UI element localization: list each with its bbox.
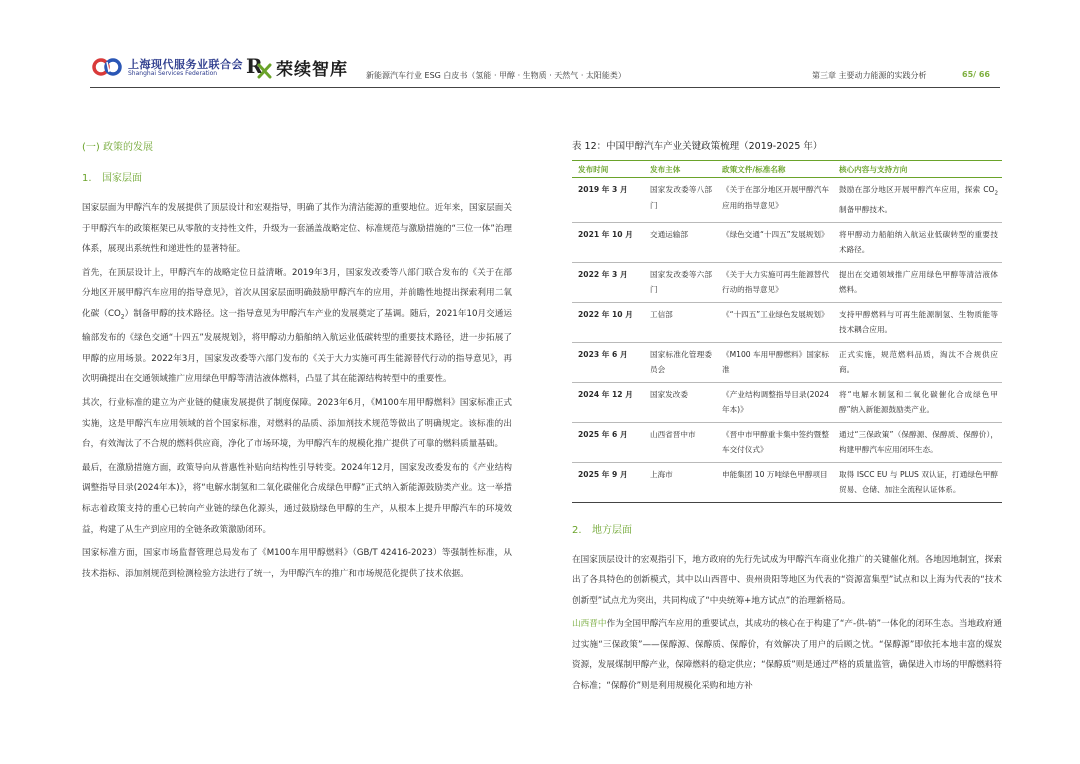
cell-document: 《“十四五”工业绿色发展规划》 [716, 302, 833, 342]
paragraph-4: 最后，在激励措施方面，政策导向从普惠性补贴向结构性引导转变。2024年12月，国家发改委发布的《产业结构调整指导目录(2024年本)》，将“电解水制氢和二氧化碳催化合成绿色甲醇”正式纳入新能源鼓励类产业。这一举措标志着政策支持的重心已转向产业链的绿色化源头，通过鼓励绿色甲醇的生产，从根本上提升甲醇汽车的环境效益，构建了从生产到应用的全链条政策激励闭环。 [82, 462, 512, 535]
subsection-label: 地方层面 [592, 524, 632, 536]
cell-date: 2019 年 3 月 [572, 178, 644, 223]
header-divider [90, 87, 1000, 88]
paragraph-3: 其次，行业标准的建立为产业链的健康发展提供了制度保障。2023年6月，《M100车用甲醇燃料》国家标准正式实施，这是甲醇汽车应用领域的首个国家标准，对燃料的品质、添加剂技术规范等做出了明确规定。该标准的出台，有效淘汰了不合规的燃料供应商，净化了市场环境，为甲醇汽车的规模化推广提供了可靠的燃料质量基础。 [82, 398, 512, 450]
header-issuer: 发布主体 [644, 161, 716, 178]
co2-subscript: 2 [120, 313, 125, 321]
cell-issuer: 国家发改委 [644, 382, 716, 422]
cell-date: 2025 年 9 月 [572, 462, 644, 502]
paragraph-7 [572, 614, 1002, 696]
document-title: 新能源汽车行业 ESG 白皮书（氢能 · 甲醇 · 生物质 · 天然气 · 太阳能类） [366, 71, 626, 80]
co2-subscript: 2 [994, 190, 998, 197]
header-date: 发布时间 [572, 161, 644, 178]
cell-content: 取得 ISCC EU 与 PLUS 双认证，打通绿色甲醇贸易、仓储、加注全流程认证体系。 [833, 462, 1002, 502]
logo2-chinese-name: 荣续智库 [276, 60, 348, 80]
cell-content-text-b: 制备甲醇技术。 [839, 205, 893, 215]
table-title: 表 12：中国甲醇汽车产业关键政策梳理（2019-2025 年） [572, 141, 823, 152]
paragraph-2-text-b: ）制备甲醇的技术路径。这一指导意见为甲醇汽车产业的发展奠定了基调。随后，2021年10月交通运输部发布的《绿色交通“十四五”发展规划》，将甲醇动力船舶纳入航运业低碳转型的重要技术路径，进一步拓展了甲醇的应用场景。2022年3月，国家发改委等六部门发布的《关于大力实施可再生能源替代行动的指导意见》，再次明确提出在交通领域推广应用绿色甲醇等清洁液体燃料，凸显了其在能源结构转型中的重要性。 [82, 308, 513, 385]
rongxu-think-tank-logo [246, 52, 366, 82]
subsection-national-title [82, 169, 512, 184]
table-row [572, 422, 1002, 462]
svg-text:R: R [246, 54, 263, 78]
table-row [572, 178, 1002, 223]
logo1-chinese-name: 上海现代服务业联合会 [128, 58, 243, 71]
cell-document: 申能集团 10 万吨绿色甲醇项目 [716, 462, 833, 502]
cell-document: 《晋中市甲醇重卡集中签约暨整车交付仪式》 [716, 422, 833, 462]
paragraph-2-text-a: 首先，在顶层设计上，甲醇汽车的战略定位日益清晰。2019年3月，国家发改委等八部门联合发布的《关于在部分地区开展甲醇汽车应用的指导意见》，首次从国家层面明确鼓励甲醇汽车的应用，并前瞻性地提出探索利用二氧化碳（CO [82, 267, 512, 319]
rongxu-logo-icon [246, 52, 272, 80]
cell-date: 2022 年 10 月 [572, 302, 644, 342]
cell-issuer: 山西省晋中市 [644, 422, 716, 462]
subsection-number: 1. [82, 173, 92, 184]
left-column [82, 138, 512, 587]
paragraph-2 [82, 263, 512, 390]
cell-content: 通过“三保政策”（保醇源、保醇质、保醇价），构建甲醇汽车应用闭环生态。 [833, 422, 1002, 462]
paragraph-5: 国家标准方面，国家市场监督管理总局发布了《M100车用甲醇燃料》（GB/T 42416-2023）等强制性标准，从技术指标、添加剂规范到检测检验方法进行了统一，为甲醇汽车的推广和市场规范化提供了技术依据。 [82, 548, 512, 579]
cell-content: 提出在交通领域推广应用绿色甲醇等清洁液体燃料。 [833, 262, 1002, 302]
subsection-number: 2. [572, 524, 582, 536]
cell-issuer: 上海市 [644, 462, 716, 502]
table-row [572, 342, 1002, 382]
page-header [0, 0, 1080, 100]
cell-document: 《M100 车用甲醇燃料》国家标准 [716, 342, 833, 382]
cell-document: 《产业结构调整指导目录(2024 年本)》 [716, 382, 833, 422]
table-header-row [572, 161, 1002, 178]
cell-issuer: 国家发改委等六部门 [644, 262, 716, 302]
section-title: (一) 政策的发展 [82, 142, 153, 153]
header-document: 政策文件/标准名称 [716, 161, 833, 178]
table-row [572, 222, 1002, 262]
cell-content [833, 178, 1002, 223]
table-row [572, 382, 1002, 422]
cell-content: 将甲醇动力船舶纳入航运业低碳转型的重要技术路径。 [833, 222, 1002, 262]
subsection-label: 国家层面 [102, 173, 142, 184]
cell-issuer: 国家发改委等八部门 [644, 178, 716, 223]
shanghai-services-federation-logo [92, 54, 242, 80]
cell-date: 2025 年 6 月 [572, 422, 644, 462]
table-row [572, 262, 1002, 302]
cell-document: 《绿色交通“十四五”发展规划》 [716, 222, 833, 262]
cell-date: 2024 年 12 月 [572, 382, 644, 422]
subsection-local-title [572, 521, 1002, 536]
page-number: 65/ 66 [962, 70, 990, 79]
paragraph-6: 在国家顶层设计的宏观指引下，地方政府的先行先试成为甲醇汽车商业化推广的关键催化剂。各地因地制宜，探索出了各具特色的创新模式，其中以山西晋中、贵州贵阳等地区为代表的“资源富集型”试点和以上海为代表的“技术创新型”试点尤为突出，共同构成了“中央统筹+地方试点”的治理新格局。 [572, 554, 1002, 606]
cell-content: 支持甲醇燃料与可再生能源制氢、生物质能等技术耦合应用。 [833, 302, 1002, 342]
logo1-english-name: Shanghai Services Federation [128, 70, 218, 77]
header-content: 核心内容与支持方向 [833, 161, 1002, 178]
table-row [572, 302, 1002, 342]
policy-table [572, 160, 1002, 503]
cell-date: 2021 年 10 月 [572, 222, 644, 262]
cell-date: 2022 年 3 月 [572, 262, 644, 302]
right-column [572, 138, 1002, 700]
chapter-title: 第三章 主要动力能源的实践分析 [812, 71, 927, 80]
cell-issuer: 工信部 [644, 302, 716, 342]
paragraph-7-text: 作为全国甲醇汽车应用的重要试点，其成功的核心在于构建了“产-供-销”一体化的闭环生态。当地政府通过实施“三保政策”——保醇源、保醇质、保醇价，有效解决了用户的后顾之忧。“保醇源”即依托本地丰富的煤炭资源，发展煤制甲醇产业，保障燃料的稳定供应；“保醇质”则是通过严格的质量监管，确保进入市场的甲醇燃料符合标准；“保醇价”则是利用规模化采购和地方补 [572, 619, 1003, 692]
cell-document: 《关于在部分地区开展甲醇汽车应用的指导意见》 [716, 178, 833, 223]
table-row [572, 462, 1002, 502]
cell-content: 正式实施，规范燃料品质，淘汰不合规供应商。 [833, 342, 1002, 382]
cell-issuer: 交通运输部 [644, 222, 716, 262]
cell-document: 《关于大力实施可再生能源替代行动的指导意见》 [716, 262, 833, 302]
paragraph-1: 国家层面为甲醇汽车的发展提供了顶层设计和宏观指导，明确了其作为清洁能源的重要地位。近年来，国家层面关于甲醇汽车的政策框架已从零散的支持性文件，升级为一套涵盖战略定位、标准规范与激励措施的“三位一体”治理体系，展现出系统性和递进性的显著特征。 [82, 203, 513, 255]
highlight-jinzhong: 山西晋中 [572, 619, 607, 630]
cell-date: 2023 年 6 月 [572, 342, 644, 382]
cell-issuer: 国家标准化管理委员会 [644, 342, 716, 382]
federation-logo-icon [92, 54, 124, 80]
cell-content-text-a: 鼓励在部分地区开展甲醇汽车应用，探索 CO [839, 185, 995, 194]
cell-content: 将“电解水制氢和二氧化碳催化合成绿色甲醇”纳入新能源鼓励类产业。 [833, 382, 1002, 422]
